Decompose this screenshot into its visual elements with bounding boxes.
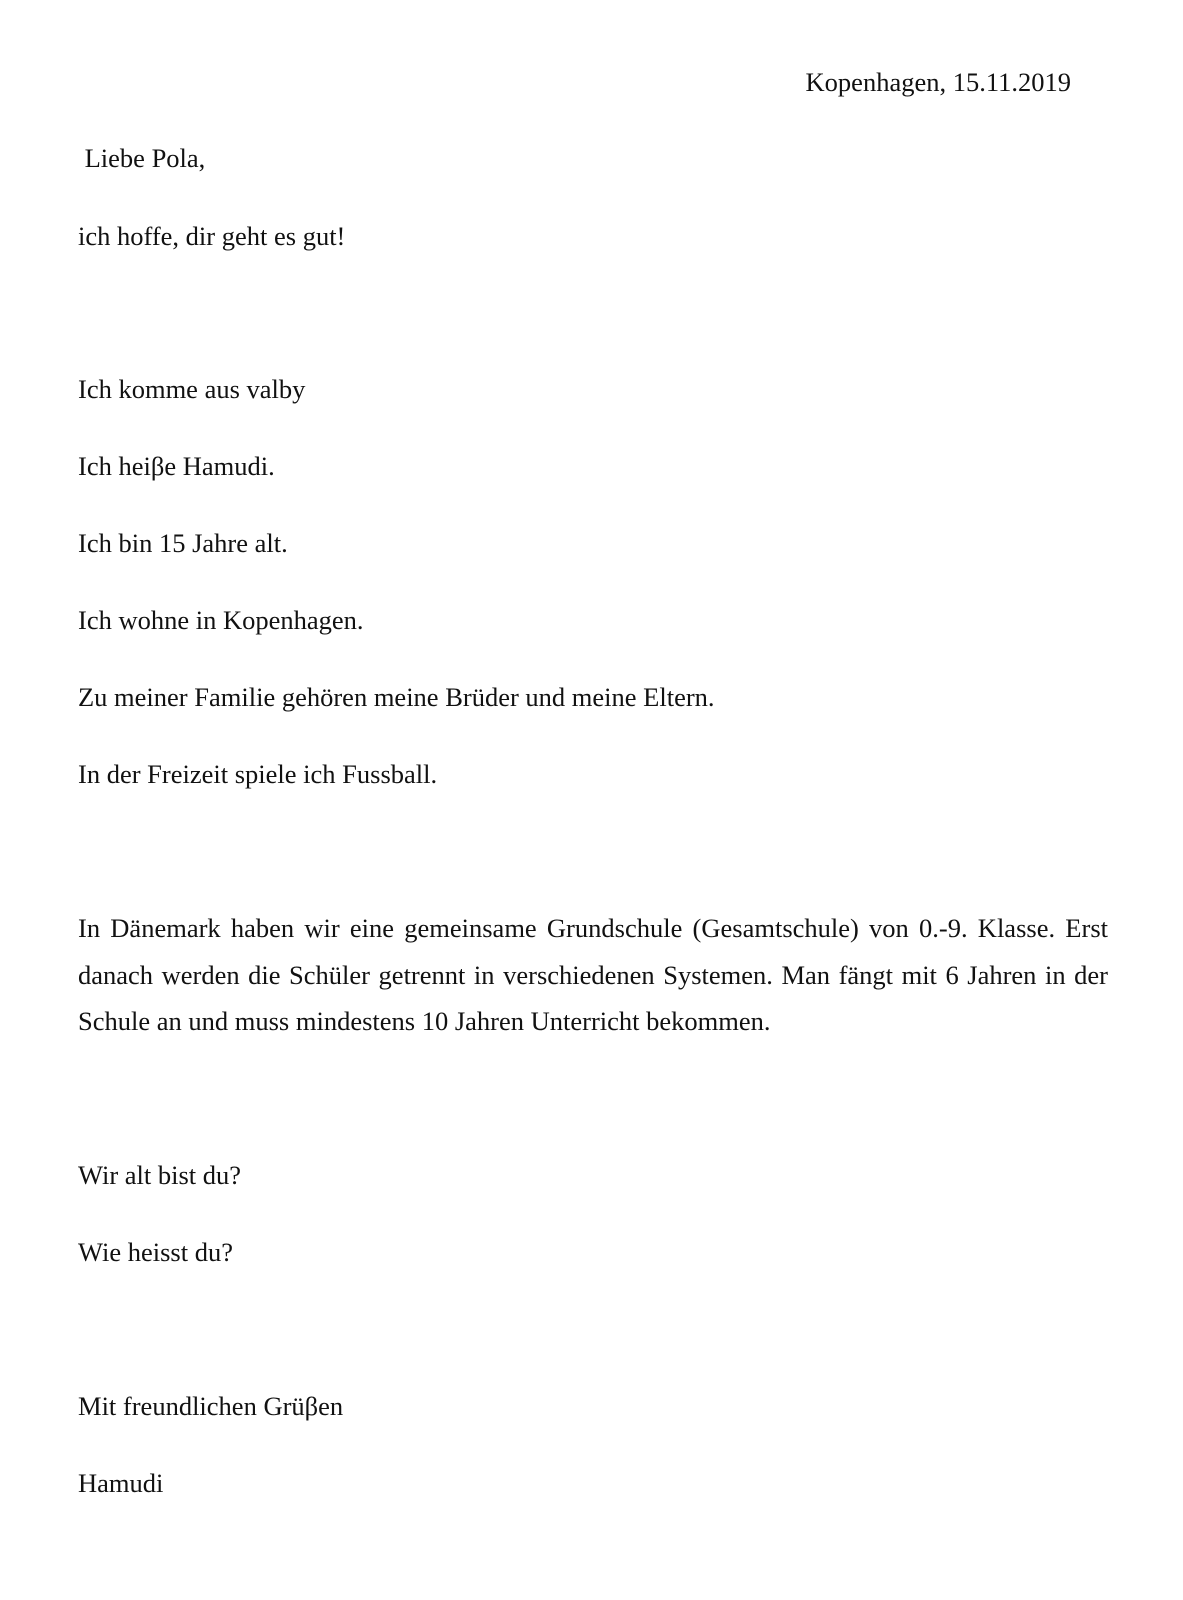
salutation: Liebe Pola, — [78, 143, 206, 173]
letter-date: Kopenhagen, 15.11.2019 — [805, 67, 1071, 97]
closing-line: Mit freundlichen Grüβen — [78, 1391, 344, 1421]
question-line: Wie heisst du? — [78, 1237, 233, 1267]
intro-line: Ich komme aus valby — [78, 374, 306, 404]
intro-line: Zu meiner Familie gehören meine Brüder und meine Eltern. — [78, 682, 715, 712]
intro-line: In der Freizeit spiele ich Fussball. — [78, 759, 438, 789]
intro-line: Ich bin 15 Jahre alt. — [78, 528, 288, 558]
intro-line: Ich wohne in Kopenhagen. — [78, 605, 364, 635]
intro-line: Ich heiβe Hamudi. — [78, 451, 275, 481]
school-paragraph: In Dänemark haben wir eine gemeinsame Grundschule (Gesamtschule) von 0.-9. Klasse. Erst danach werden die Schüler getrennt in verschiedenen Systemen. Man fängt mit 6 Jahren in der Schule an und muss mindestens 10 Jahren Unterricht bekommen. — [78, 913, 1108, 1036]
signature: Hamudi — [78, 1468, 164, 1498]
question-line: Wir alt bist du? — [78, 1160, 242, 1190]
opening-line: ich hoffe, dir geht es gut! — [78, 221, 346, 251]
